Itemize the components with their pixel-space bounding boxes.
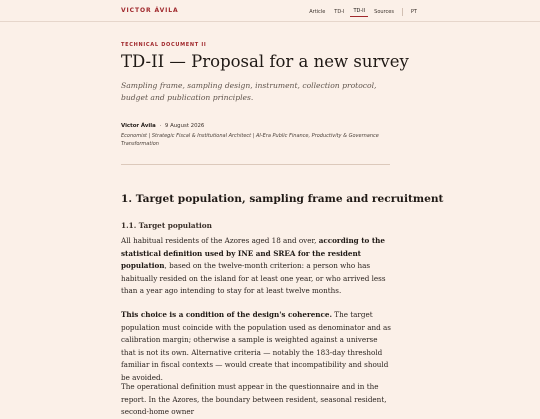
paragraph-text: The target population must coincide with the population used as denominator and as calibration margin; otherwise a sample is weighted against a universe that is not its own. Alternative criteria — notably the 183-day threshold familiar in fiscal contexts — would create that incompatibility and should be avoided.: [121, 310, 391, 382]
nav-separator: [402, 8, 403, 16]
language-toggle[interactable]: PT: [410, 8, 417, 15]
page-subtitle: Sampling frame, sampling design, instrument, collection protocol, budget and publication principles.: [121, 81, 377, 102]
paragraph-design-coherence: [121, 309, 391, 385]
author-name: Victor Ávila: [121, 123, 156, 129]
paragraph-target-population: [121, 235, 391, 298]
paragraph-text: , based on the twelve-month criterion: a person who has habitually resided on the island for at least one year, or who arrived less than a year ago intending to stay for at least twelve months.: [121, 261, 386, 296]
document-kicker: TECHNICAL DOCUMENT II: [121, 42, 207, 48]
top-nav: [303, 6, 420, 17]
byline-separator: ·: [159, 123, 162, 129]
header-divider: [121, 164, 390, 165]
nav-td-i[interactable]: TD-I: [334, 8, 345, 15]
subsection-heading: 1.1. Target population: [121, 221, 212, 230]
paragraph-emphasis: This choice is a condition of the design's coherence.: [121, 310, 332, 319]
author-roles: Economist | Strategic Fiscal & Institutional Architect | AI-Era Public Finance, Productivity & Governance Transformation: [121, 133, 379, 148]
page-title: TD-II — Proposal for a new survey: [121, 52, 409, 71]
nav-sources[interactable]: Sources: [374, 8, 394, 15]
publish-date: 9 August 2026: [164, 123, 205, 129]
paragraph-text: All habitual residents of the Azores aged 18 and over,: [121, 236, 319, 245]
top-bar: [0, 0, 540, 22]
nav-article[interactable]: Article: [309, 8, 326, 15]
section-heading: 1. Target population, sampling frame and recruitment: [121, 193, 444, 205]
paragraph-operational-definition: The operational definition must appear in the questionnaire and in the report. In the Azores, the boundary between resident, seasonal resident, second-home owner: [121, 382, 387, 417]
paragraph-emphasis: according to the statistical definition used by INE and SREA for the resident population: [121, 236, 385, 271]
nav-td-ii[interactable]: TD-II: [350, 6, 368, 17]
byline: [121, 123, 204, 129]
site-brand[interactable]: VICTOR ÁVILA: [121, 7, 179, 14]
